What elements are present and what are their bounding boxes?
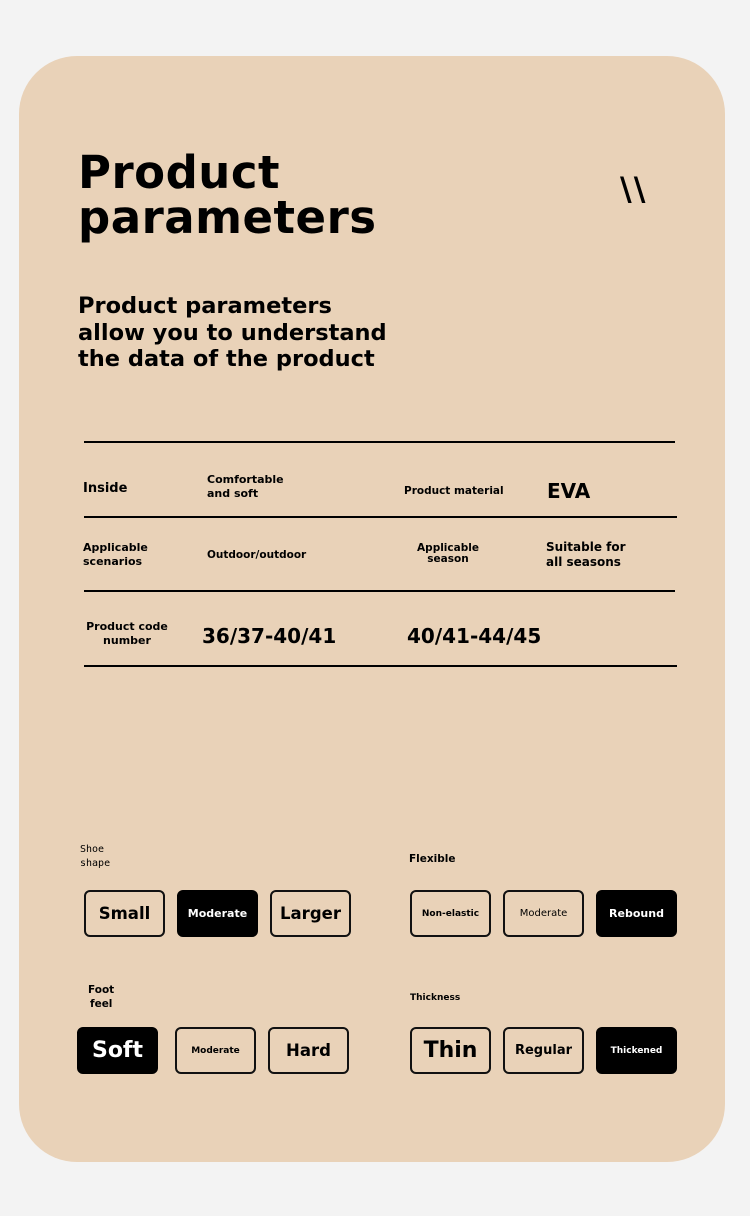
season-label-line: Applicable (417, 542, 479, 554)
flexible-label: Flexible (409, 853, 456, 865)
shoe-shape-label-line: Shoe (80, 844, 105, 855)
scenarios-label (83, 542, 148, 568)
code-label-line: number (103, 634, 151, 647)
scenarios-value: Outdoor/outdoor (207, 549, 307, 561)
code-label (82, 621, 172, 647)
subtitle-line: the data of the product (78, 346, 375, 372)
shoe-shape-option-small[interactable]: Small (84, 890, 165, 937)
season-value (546, 540, 626, 569)
material-label: Product material (404, 485, 504, 497)
thickness-option-regular[interactable]: Regular (503, 1027, 584, 1074)
table-divider (84, 665, 677, 667)
foot-feel-label (88, 983, 114, 1011)
inside-label: Inside (83, 481, 128, 496)
scenarios-label-line: scenarios (83, 555, 143, 568)
code-value-2: 40/41-44/45 (407, 624, 542, 648)
inside-value-line: Comfortable (207, 473, 284, 486)
shoe-shape-label-line: shape (80, 858, 111, 869)
season-label-line: season (427, 553, 469, 565)
code-label-line: Product code (86, 620, 168, 633)
table-divider (84, 590, 675, 592)
shoe-shape-label (80, 843, 110, 871)
thickness-option-thin[interactable]: Thin (410, 1027, 491, 1074)
material-value: EVA (547, 479, 591, 503)
thickness-option-thickened[interactable]: Thickened (596, 1027, 677, 1074)
page-title (78, 146, 377, 244)
shoe-shape-option-larger[interactable]: Larger (270, 890, 351, 937)
foot-feel-label-line: Foot (88, 984, 115, 996)
title-line: parameters (78, 191, 377, 244)
foot-feel-option-moderate[interactable]: Moderate (175, 1027, 256, 1074)
foot-feel-option-hard[interactable]: Hard (268, 1027, 349, 1074)
table-divider (84, 441, 675, 443)
subtitle-line: Product parameters (78, 293, 332, 319)
inside-value-line: and soft (207, 487, 259, 500)
thickness-label: Thickness (410, 993, 461, 1003)
foot-feel-label-line: feel (90, 998, 113, 1010)
code-value-1: 36/37-40/41 (202, 624, 337, 648)
flexible-option-moderate[interactable]: Moderate (503, 890, 584, 937)
foot-feel-option-soft[interactable]: Soft (77, 1027, 158, 1074)
title-line: Product (78, 146, 281, 199)
season-value-line: Suitable for (546, 540, 626, 554)
slash-decoration: \\ (620, 170, 648, 208)
table-divider (84, 516, 677, 518)
flexible-option-rebound[interactable]: Rebound (596, 890, 677, 937)
subtitle (78, 293, 387, 373)
inside-value (207, 474, 284, 500)
scenarios-label-line: Applicable (83, 541, 148, 554)
flexible-option-non-elastic[interactable]: Non-elastic (410, 890, 491, 937)
shoe-shape-option-moderate[interactable]: Moderate (177, 890, 258, 937)
subtitle-line: allow you to understand (78, 319, 387, 346)
season-value-line: all seasons (546, 555, 621, 569)
season-label (412, 543, 484, 565)
